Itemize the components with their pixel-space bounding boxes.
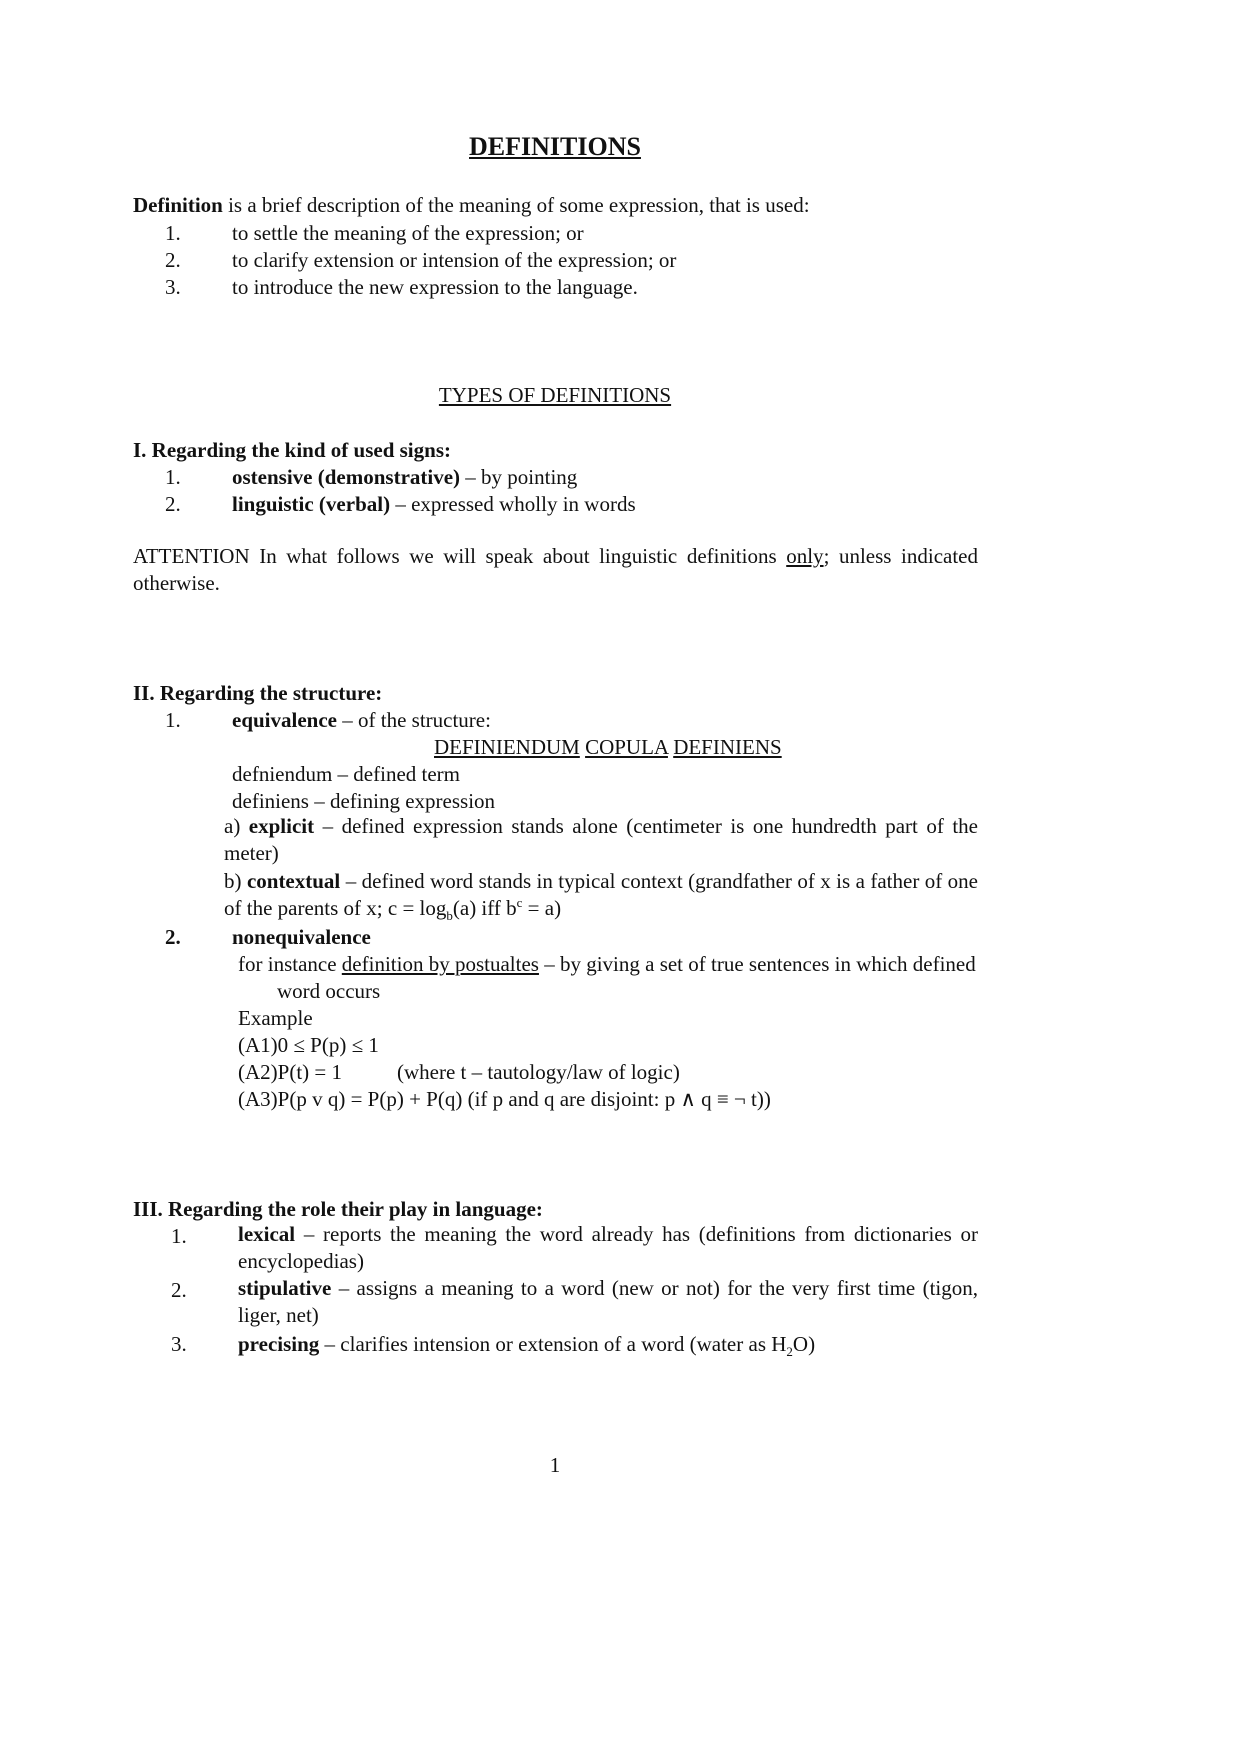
intro-paragraph (133, 190, 810, 220)
instance-line (238, 949, 976, 979)
section3-item-num: 3. (171, 1332, 187, 1356)
section1-item-num: 1. (165, 465, 181, 489)
attention-paragraph (133, 543, 978, 597)
intro-item-num: 2. (165, 248, 181, 272)
axiom-a3: (A3)P(p v q) = P(p) + P(q) (if p and q are disjoint: p ∧ q ≡ ¬ t)) (238, 1087, 771, 1111)
intro-item-num: 3. (165, 275, 181, 299)
instance-text-end: – by giving a set of true sentences in which defined (538, 952, 976, 976)
equivalence-text: – of the structure: (337, 708, 491, 732)
section1-item-text: – expressed wholly in words (390, 492, 636, 516)
contextual-text-3: = a) (522, 896, 562, 920)
intro-term: Definition (133, 193, 223, 217)
attention-only: only (786, 544, 824, 568)
exponent: c (516, 895, 523, 910)
section2-item (232, 705, 491, 735)
section1-item (232, 462, 577, 492)
section3-item (238, 1329, 815, 1359)
section3-item (238, 1275, 978, 1329)
precising-text-end: O) (792, 1332, 816, 1356)
intro-item-text: to settle the meaning of the expression; or (232, 221, 584, 245)
section1-item (232, 489, 636, 519)
definition-by-postulates: definition by postualtes (341, 952, 539, 976)
nonequivalence-term: nonequivalence (232, 925, 371, 949)
attention-text: ATTENTION In what follows we will speak about linguistic definitions (133, 544, 787, 568)
stipulative-term: stipulative (238, 1276, 332, 1300)
section2-item-num: 2. (165, 925, 181, 949)
types-heading: TYPES OF DEFINITIONS (438, 383, 672, 407)
axiom-a1: (A1)0 ≤ P(p) ≤ 1 (238, 1033, 379, 1057)
intro-item-text: to introduce the new expression to the language. (232, 275, 638, 299)
contextual-paragraph (224, 868, 978, 922)
contextual-prefix: b) (224, 869, 247, 893)
lexical-term: lexical (238, 1222, 296, 1246)
section3-item-num: 2. (171, 1278, 187, 1302)
intro-text: is a brief description of the meaning of some expression, that is used: (222, 193, 810, 217)
explicit-term: explicit (248, 814, 315, 838)
example-label: Example (238, 1006, 313, 1030)
definiens-line: definiens – defining expression (232, 789, 496, 813)
intro-item-num: 1. (165, 221, 181, 245)
equivalence-term: equivalence (232, 708, 337, 732)
contextual-term: contextual (246, 869, 341, 893)
attention-text-end: ; unless indicated otherwise. (133, 544, 978, 595)
structure-definiendum: DEFINIENDUM (434, 735, 580, 759)
stipulative-text: – assigns a meaning to a word (new or not) for the very first time (tigon, liger, net) (238, 1276, 978, 1327)
log-base: b (446, 908, 453, 924)
water-subscript: 2 (786, 1344, 793, 1360)
contextual-text-2: (a) iff b (452, 896, 517, 920)
section3-item-num: 1. (171, 1224, 187, 1248)
contextual-text: – defined word stands in typical context (grandfather of x is a father of one of the parents of x; c = log (224, 869, 978, 920)
instance-text: for instance (238, 952, 342, 976)
section1-item-term: ostensive (demonstrative) (232, 465, 461, 489)
axiom-a2: (A2)P(t) = 1 (238, 1060, 342, 1084)
structure-copula: COPULA (585, 735, 668, 759)
section1-item-text: – by pointing (460, 465, 578, 489)
definiendum-line: defniendum – defined term (232, 762, 461, 786)
explicit-paragraph (224, 813, 978, 867)
lexical-text: – reports the meaning the word already has (definitions from dictionaries or encyclopedias) (238, 1222, 978, 1273)
section3-heading: III. Regarding the role their play in language: (133, 1197, 543, 1221)
precising-text: – clarifies intension or extension of a word (water as H (319, 1332, 787, 1356)
structure-definiens: DEFINIENS (673, 735, 782, 759)
section2-heading: II. Regarding the structure: (133, 681, 383, 705)
structure-formula (434, 732, 782, 762)
instance-continuation: word occurs (277, 979, 381, 1003)
section1-heading: I. Regarding the kind of used signs: (133, 438, 451, 462)
precising-term: precising (238, 1332, 320, 1356)
explicit-prefix: a) (224, 814, 249, 838)
section3-item (238, 1221, 978, 1275)
page-number: 1 (549, 1453, 561, 1477)
section1-item-num: 2. (165, 492, 181, 516)
section2-item-num: 1. (165, 708, 181, 732)
intro-item-text: to clarify extension or intension of the expression; or (232, 248, 677, 272)
explicit-text: – defined expression stands alone (centimeter is one hundredth part of the meter) (224, 814, 978, 865)
page-title: DEFINITIONS (469, 132, 641, 161)
axiom-a2-note: (where t – tautology/law of logic) (397, 1060, 680, 1084)
section1-item-term: linguistic (verbal) (232, 492, 391, 516)
